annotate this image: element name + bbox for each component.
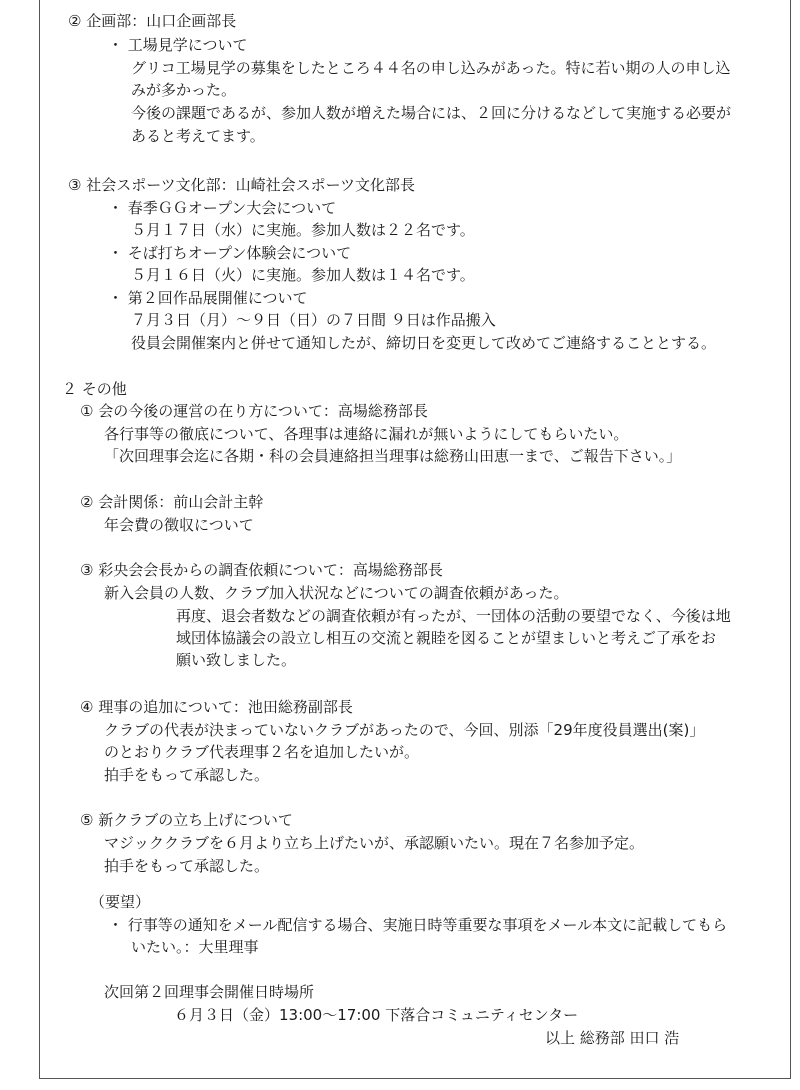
- text-line: ③ 社会スポーツ文化部：山崎社会スポーツ文化部長: [68, 176, 416, 194]
- text-line: みが多かった。: [131, 81, 237, 99]
- text-line: 年会費の徴収について: [104, 516, 254, 534]
- text-line: ① 会の今後の運営の在り方について：高場総務部長: [80, 402, 428, 420]
- text-line: 拍手をもって承認した。: [104, 857, 270, 875]
- text-line: 拍手をもって承認した。: [104, 766, 270, 784]
- text-line: あると考えてます。: [131, 127, 265, 145]
- text-line: ２ その他: [62, 380, 127, 398]
- text-line: 願い致しました。: [176, 651, 297, 669]
- text-line: 今後の課題であるが、参加人数が増えた場合には、２回に分けるなどして実施する必要が: [131, 104, 732, 122]
- text-line: 次回第２回理事会開催日時場所: [104, 983, 315, 1001]
- text-line: ・ そば打ちオープン体験会について: [108, 244, 352, 262]
- text-line: グリコ工場見学の募集をしたところ４４名の申し込みがあった。特に若い期の人の申し込: [131, 59, 731, 77]
- text-line: ５月１７日（水）に実施。参加人数は２２名です。: [131, 221, 475, 239]
- text-line: ⑤ 新クラブの立ち上げについて: [80, 811, 293, 829]
- text-line: ・ 第２回作品展開催について: [108, 289, 308, 307]
- text-line: ・ 春季ＧＧオープン大会について: [108, 199, 337, 217]
- text-line: 「次回理事会迄に各期・科の会員連絡担当理事は総務山田恵一まで、ご報告下さい。」: [104, 447, 682, 465]
- text-line: のとおりクラブ代表理事２名を追加したいが。: [104, 743, 420, 761]
- text-line: （要望）: [90, 893, 151, 911]
- text-line: 各行事等の徹底について、各理事は連絡に漏れが無いようにしてもらいたい。: [104, 425, 629, 443]
- text-line: ② 企画部：山口企画部長: [68, 12, 237, 30]
- text-line: 以上 総務部 田口 浩: [545, 1029, 680, 1047]
- text-line: ④ 理事の追加について：池田総務副部長: [80, 698, 353, 716]
- text-line: ・ 工場見学について: [108, 36, 248, 54]
- text-line: ７月３日（月）～９日（日）の７日間 ９日は作品搬入: [131, 311, 496, 329]
- text-line: ６月３日（金）13:00～17:00 下落合コミュニティセンター: [174, 1006, 579, 1024]
- text-line: 域団体協議会の設立し相互の交流と親睦を図ることが望ましいと考えご了承をお: [176, 629, 717, 647]
- text-line: ・ 行事等の通知をメール配信する場合、実施日時等重要な事項をメール本文に記載してもら: [108, 916, 728, 934]
- text-line: ③ 彩央会会長からの調査依頼について：高場総務部長: [80, 561, 443, 579]
- text-line: 新入会員の人数、クラブ加入状況などについての調査依頼があった。: [104, 584, 569, 602]
- text-line: 再度、退会者数などの調査依頼が有ったが、一団体の活動の要望でなく、今後は地: [176, 607, 731, 625]
- text-line: クラブの代表が決まっていないクラブがあったので、今回、別添「29年度役員選出(案)」: [104, 721, 705, 739]
- text-line: いたい。：大里理事: [131, 938, 259, 956]
- text-line: 役員会開催案内と併せて通知したが、締切日を変更して改めてご連絡することとする。: [131, 334, 717, 352]
- text-line: ② 会計関係：前山会計主幹: [80, 493, 264, 511]
- text-line: マジッククラブを６月より立ち上げたいが、承認願いたい。現在７名参加予定。: [104, 834, 645, 852]
- text-line: ５月１６日（火）に実施。参加人数は１４名です。: [131, 266, 475, 284]
